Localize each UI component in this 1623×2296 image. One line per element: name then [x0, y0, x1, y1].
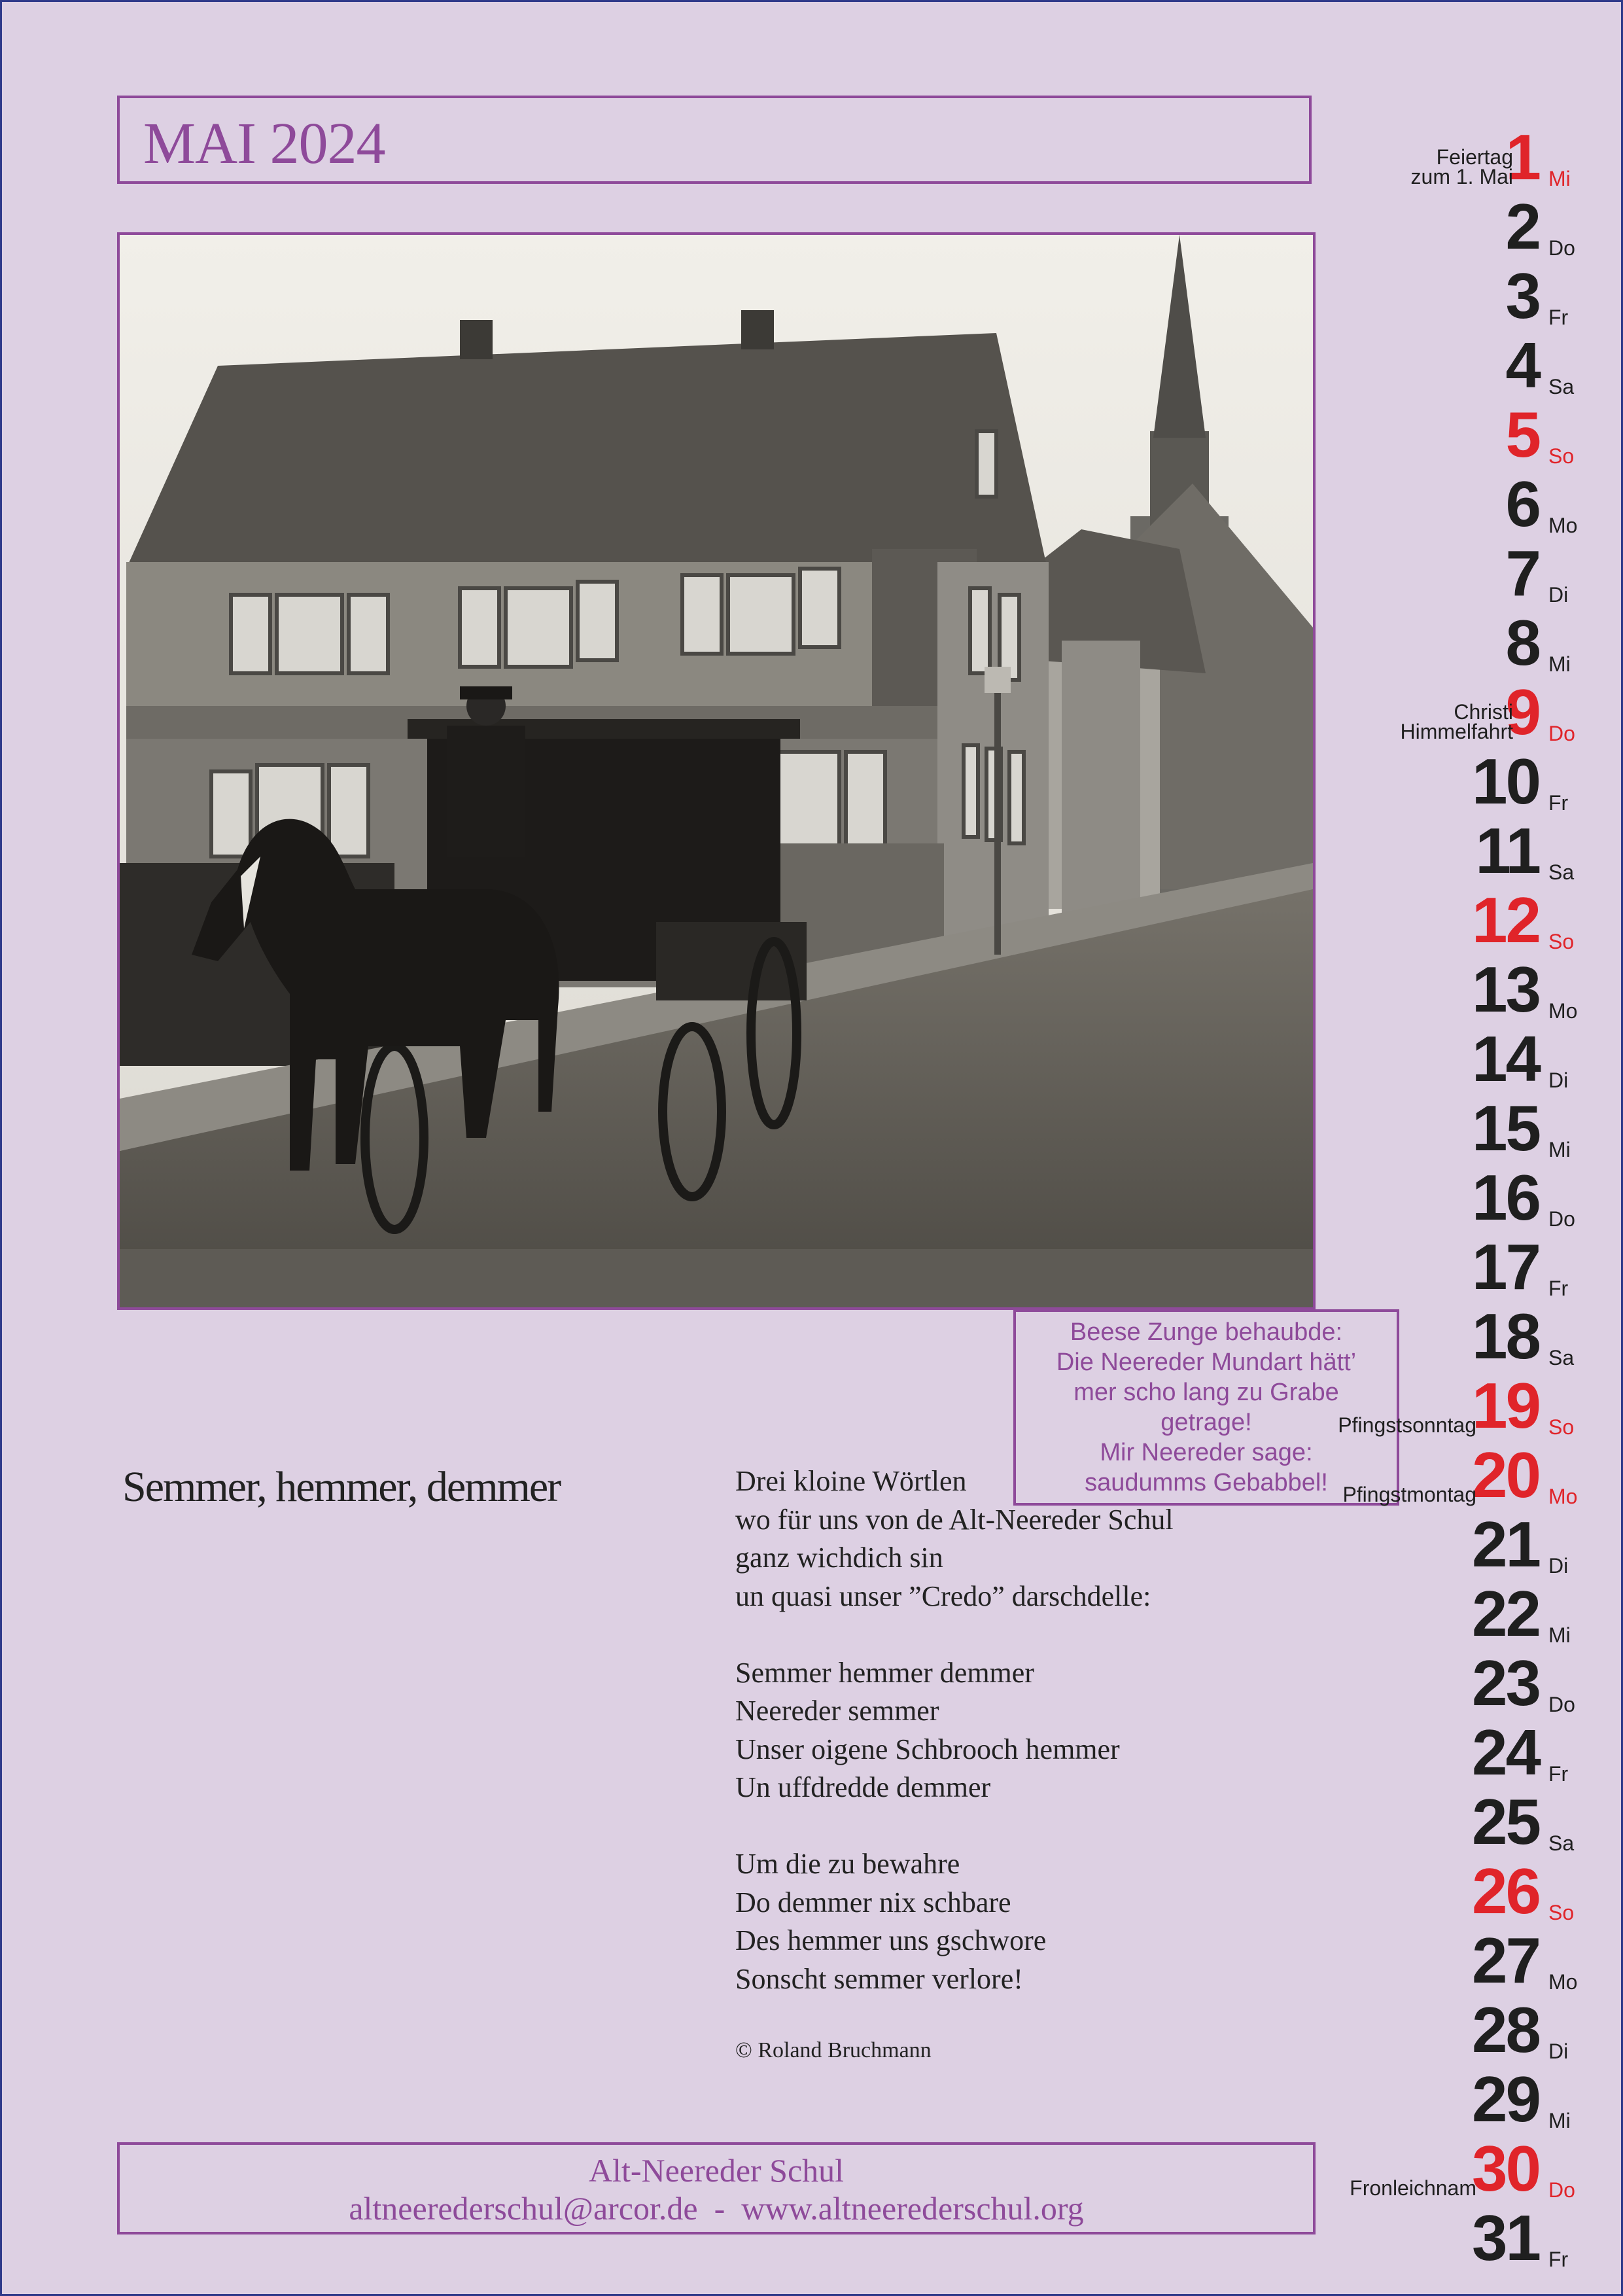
calendar-day — [1317, 328, 1605, 401]
poem-line: Drei kloine Wörtlen — [735, 1465, 967, 1497]
poem-line: Do demmer nix schbare — [735, 1886, 1011, 1918]
day-number: 8 — [1505, 607, 1539, 679]
weekday-label: Sa — [1548, 1346, 1575, 1369]
day-number: 29 — [1471, 2063, 1539, 2135]
stanza-gap — [735, 1807, 1174, 1846]
poem-line: Um die zu bewahre — [735, 1848, 960, 1880]
day-number: 11 — [1475, 815, 1539, 887]
calendar-day — [1317, 2200, 1605, 2274]
weekday-label: Mo — [1548, 1485, 1578, 1508]
calendar-day — [1317, 1715, 1605, 1788]
calendar-day — [1317, 1299, 1605, 1372]
poem-line: Unser oigene Schbrooch hemmer — [735, 1733, 1120, 1765]
quote-line: Mir Neereder sage: — [1100, 1439, 1313, 1466]
day-number: 5 — [1505, 398, 1539, 470]
calendar-day — [1317, 675, 1605, 748]
day-number: 31 — [1471, 2202, 1539, 2274]
calendar-day — [1317, 2131, 1605, 2204]
weekday-label: Mi — [1548, 652, 1571, 676]
day-number: 27 — [1471, 1924, 1539, 1996]
calendar-day — [1317, 605, 1605, 679]
calendar-day — [1317, 2062, 1605, 2135]
day-number: 26 — [1471, 1855, 1539, 1927]
weekday-label: Di — [1548, 1554, 1569, 1578]
calendar-day — [1317, 1091, 1605, 1164]
stanza-gap — [735, 1616, 1174, 1654]
weekday-label: Mo — [1548, 999, 1578, 1023]
weekday-label: Mi — [1548, 167, 1571, 190]
weekday-label: So — [1548, 1415, 1575, 1439]
weekday-label: Fr — [1548, 1762, 1569, 1786]
poem-line: un quasi unser ”Credo” darschdelle: — [735, 1580, 1151, 1612]
footer-org-name: Alt-Neereder Schul — [588, 2152, 845, 2189]
day-number: 20 — [1471, 1439, 1539, 1511]
day-number: 24 — [1471, 1716, 1539, 1788]
day-number: 15 — [1471, 1092, 1539, 1164]
weekday-label: So — [1548, 930, 1575, 953]
calendar-day — [1317, 1784, 1605, 1858]
holiday-note: Feiertag zum 1. Mai — [1410, 145, 1513, 188]
weekday-label: Mo — [1548, 514, 1578, 537]
day-number: 18 — [1471, 1300, 1539, 1372]
day-number: 22 — [1471, 1578, 1539, 1650]
calendar-day — [1317, 1368, 1605, 1441]
calendar-day — [1317, 1992, 1605, 2066]
weekday-label: So — [1548, 444, 1575, 468]
poem — [735, 1462, 1174, 1998]
weekday-label: Do — [1548, 1207, 1575, 1231]
calendar-day — [1317, 1646, 1605, 1719]
quote-line: Die Neereder Mundart hätt’ — [1056, 1349, 1357, 1376]
quote-line: getrage! — [1161, 1409, 1252, 1436]
page-title: MAI 2024 — [143, 111, 385, 176]
weekday-label: Fr — [1548, 306, 1569, 329]
day-number: 12 — [1471, 884, 1539, 956]
holiday-note: Fronleichnam — [1350, 2176, 1476, 2200]
weekday-label: Sa — [1548, 860, 1575, 884]
weekday-label: Mi — [1548, 1623, 1571, 1647]
day-number: 1 — [1505, 121, 1539, 193]
calendar-day — [1317, 1507, 1605, 1580]
calendar-day — [1317, 883, 1605, 956]
poem-line: Semmer hemmer demmer — [735, 1656, 1034, 1689]
day-number: 14 — [1471, 1023, 1539, 1095]
calendar-day — [1317, 813, 1605, 887]
calendar-day — [1317, 1576, 1605, 1650]
calendar-day — [1317, 397, 1605, 470]
poem-line: Des hemmer uns gschwore — [735, 1924, 1047, 1956]
weekday-label: Mi — [1548, 1138, 1571, 1161]
weekday-label: Di — [1548, 583, 1569, 607]
quote-line: mer scho lang zu Grabe — [1073, 1379, 1339, 1406]
calendar-day — [1317, 952, 1605, 1025]
holiday-note: Christi Himmelfahrt — [1400, 700, 1513, 743]
calendar-day — [1317, 1923, 1605, 1996]
weekday-label: Fr — [1548, 2248, 1569, 2271]
footer — [117, 2142, 1316, 2234]
weekday-label: Mi — [1548, 2109, 1571, 2132]
day-number: 7 — [1505, 537, 1539, 609]
poem-heading: Semmer, hemmer, demmer — [122, 1463, 561, 1511]
day-number: 3 — [1505, 260, 1539, 332]
calendar-day — [1317, 1229, 1605, 1303]
calendar-day — [1317, 467, 1605, 540]
day-number: 4 — [1505, 329, 1539, 401]
footer-contact[interactable]: altneerederschul@arcor.de - www.altneerederschul.org — [349, 2190, 1084, 2227]
weekday-label: Di — [1548, 1069, 1569, 1092]
day-number: 23 — [1471, 1647, 1539, 1719]
weekday-label: Mo — [1548, 1970, 1578, 1994]
poem-line: Sonscht semmer verlore! — [735, 1962, 1023, 1995]
holiday-note: Pfingstmontag — [1342, 1483, 1476, 1506]
day-number: 6 — [1505, 468, 1539, 540]
weekday-label: So — [1548, 1901, 1575, 1924]
holiday-note: Pfingstsonntag — [1338, 1413, 1476, 1437]
calendar-day — [1317, 258, 1605, 332]
weekday-label: Fr — [1548, 791, 1569, 815]
weekday-label: Do — [1548, 1693, 1575, 1716]
copyright: © Roland Bruchmann — [735, 2038, 932, 2062]
weekday-label: Do — [1548, 236, 1575, 260]
day-number: 30 — [1471, 2132, 1539, 2204]
weekday-label: Do — [1548, 722, 1575, 745]
weekday-label: Sa — [1548, 1831, 1575, 1855]
title-box — [117, 96, 1312, 184]
poem-line: ganz wichdich sin — [735, 1542, 943, 1574]
calendar-day — [1317, 1160, 1605, 1233]
day-number: 16 — [1471, 1161, 1539, 1233]
day-number: 9 — [1505, 676, 1539, 748]
quote-line: Beese Zunge behaubde: — [1070, 1318, 1343, 1346]
day-number: 10 — [1471, 745, 1539, 817]
weekday-label: Di — [1548, 2040, 1569, 2063]
calendar-day — [1317, 1854, 1605, 1927]
calendar-day — [1317, 1021, 1605, 1095]
calendar-day — [1317, 1438, 1605, 1511]
calendar-day — [1317, 120, 1605, 193]
day-number: 13 — [1471, 953, 1539, 1025]
weekday-label: Do — [1548, 2178, 1575, 2202]
weekday-label: Fr — [1548, 1277, 1569, 1300]
day-number: 21 — [1471, 1508, 1539, 1580]
poem-line: wo für uns von de Alt-Neereder Schul — [735, 1503, 1174, 1536]
calendar-day — [1317, 536, 1605, 609]
day-number: 2 — [1505, 190, 1539, 262]
poem-line: Un uffdredde demmer — [735, 1771, 991, 1803]
poem-line: Neereder semmer — [735, 1695, 939, 1727]
historic-street-horse-carriage-photo-icon — [120, 235, 1313, 1307]
calendar-day — [1317, 744, 1605, 817]
day-number: 28 — [1471, 1994, 1539, 2066]
calendar-day — [1317, 189, 1605, 262]
day-number: 17 — [1471, 1231, 1539, 1303]
day-number: 19 — [1471, 1369, 1539, 1441]
weekday-label: Sa — [1548, 375, 1575, 398]
quote-line: saudumms Gebabbel! — [1085, 1469, 1328, 1496]
day-number: 25 — [1471, 1786, 1539, 1858]
